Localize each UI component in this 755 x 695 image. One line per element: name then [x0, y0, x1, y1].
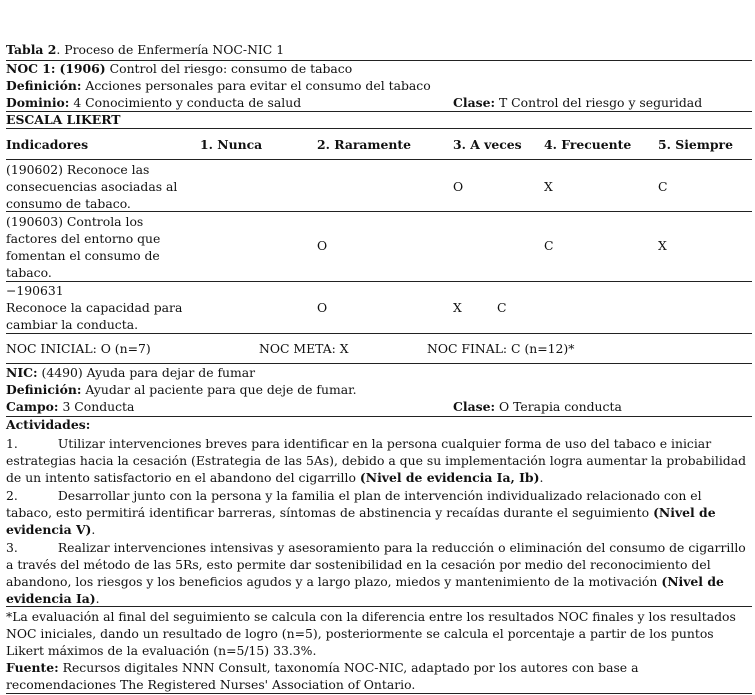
nic-definition: Definición: Ayudar al paciente para que deje de fumar. [6, 382, 357, 397]
divider [6, 416, 752, 417]
mark-row3-a-veces-c: C [497, 300, 507, 315]
nic-title: NIC: (4490) Ayuda para dejar de fumar [6, 365, 256, 380]
divider [6, 128, 752, 129]
nic-campo: Campo: 3 Conducta [6, 399, 135, 414]
mark-row3-raramente: O [317, 300, 328, 315]
likert-scale-title: ESCALA LIKERT [6, 112, 121, 127]
mark-row2-frecuente: C [544, 238, 554, 253]
divider [6, 363, 752, 364]
mark-row1-frecuente: X [544, 179, 553, 194]
activities-heading: Actividades: [6, 417, 91, 432]
footnote-note: *La evaluación al final del seguimiento se calcula con la diferencia entre los resultados NOC finales y los resultados NOC iniciales, dando un resultado de logro (n=5), posteriormente se calcula el porcentaje a partir de los puntos Likert máximos de la evaluación (n=5/15) 33.3%. [6, 609, 736, 658]
divider [6, 693, 752, 694]
mark-row2-siempre: X [658, 238, 667, 253]
noc-dominio: Dominio: 4 Conocimiento y conducta de salud [6, 95, 302, 110]
indicator-190631: Reconoce la capacidad para cambiar la conducta. [6, 300, 183, 332]
header-frecuente: 4. Frecuente [544, 137, 632, 152]
divider [6, 281, 752, 282]
noc-inicial: NOC INICIAL: O (n=7) [6, 341, 151, 356]
noc-definition: Definición: Acciones personales para evitar el consumo del tabaco [6, 78, 431, 93]
indicator-190603: (190603) Controla los factores del entorno que fomentan el consumo de tabaco. [6, 214, 161, 280]
table-title: Tabla 2. Proceso de Enfermería NOC-NIC 1 [6, 42, 285, 57]
header-a-veces: 3. A veces [453, 137, 522, 152]
noc-final: NOC FINAL: C (n=12)* [427, 341, 575, 356]
footnote-source: Fuente: Recursos digitales NNN Consult, taxonomía NOC-NIC, adaptado por los autores con base a recomendaciones The Registered Nurses' Association of Ontario. [6, 660, 639, 692]
header-nunca: 1. Nunca [200, 137, 263, 152]
header-raramente: 2. Raramente [317, 137, 412, 152]
divider [6, 211, 752, 212]
mark-row1-a-veces: O [453, 179, 464, 194]
mark-row2-raramente: O [317, 238, 328, 253]
noc-clase: Clase: T Control del riesgo y seguridad [453, 95, 703, 110]
nic-clase: Clase: O Terapia conducta [453, 399, 622, 414]
divider [6, 159, 752, 160]
activity-1: 1. Utilizar intervenciones breves para identificar en la persona cualquier forma de uso del tabaco e iniciar estrategias hacia la cesación (Estrategia de las 5As), debido a que su implementación logra aumentar la probabilidad de un intento satisfactorio en el abandono del cigarrillo (Nivel de evidencia Ia, Ib). [6, 436, 747, 485]
mark-row1-siempre: C [658, 179, 668, 194]
indicator-190602: (190602) Reconoce las consecuencias asociadas al consumo de tabaco. [6, 162, 178, 211]
activity-2: 2. Desarrollar junto con la persona y la familia el plan de intervención individualizado relacionado con el tabaco, esto permitirá identificar barreras, síntomas de abstinencia y recaídas durante el seguimiento (Nivel de evidencia V). [6, 488, 716, 537]
noc-title: NOC 1: (1906) Control del riesgo: consumo de tabaco [6, 61, 353, 76]
indicator-190631-code: −190631 [6, 283, 64, 298]
mark-row3-a-veces: X [453, 300, 462, 315]
header-siempre: 5. Siempre [658, 137, 733, 152]
divider [6, 333, 752, 334]
divider [6, 606, 752, 607]
header-indicadores: Indicadores [6, 137, 89, 152]
noc-meta: NOC META: X [259, 341, 349, 356]
activity-3: 3. Realizar intervenciones intensivas y asesoramiento para la reducción o eliminación del consumo de cigarrillo a través del método de las 5Rs, esto permite dar sostenibilidad en la cesación por medio del reconocimiento del abandono, los riesgos y los beneficios agudos y a largo plazo, miedos y mantenimiento de la motivación (Nivel de evidencia Ia). [6, 540, 746, 606]
